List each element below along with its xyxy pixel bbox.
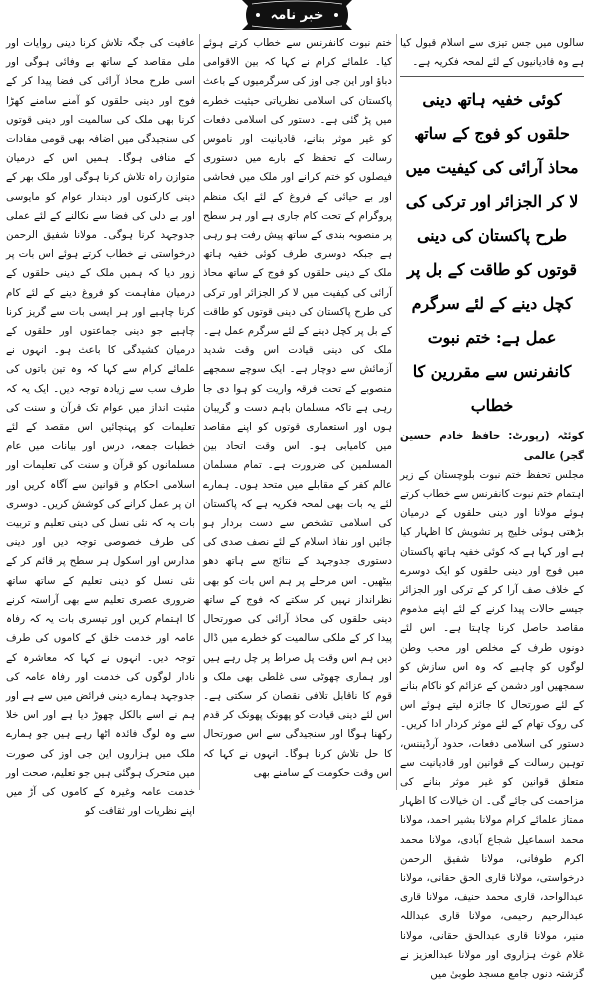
previous-article-ending: سالوں میں جس تیزی سے اسلام قبول کیا ہے وہ قادیانیوں کے لئے لمحہ فکریہ ہے۔ bbox=[400, 37, 584, 69]
section-divider bbox=[400, 76, 584, 77]
article-column-2 bbox=[203, 34, 392, 790]
column-divider bbox=[396, 34, 397, 790]
article-column-3 bbox=[6, 34, 195, 818]
article-body-text: عافیت کی جگہ تلاش کرنا دینی روایات اور ملی مقاصد کے ساتھ بے وفائی ہوگی اور اسی طرح محاذ آرائی کی فضا پیدا کر کے فوج اور دینی حلقوں کو آمنے سامنے کھڑا کرنا بھی ملک کی سالمیت اور دینی قوتوں کی سنجیدگی میں اضافہ بھی قومی مفادات کے منافی ہوگا۔ ہمیں اس کے درمیان متوازن راہ تلاش کرنا ہوگی اور ملک بھر کے دینی کارکنوں اور دیندار عوام کو مایوسی اور بے دلی کی فضا سے نکالنے کے لئے عملی جدوجہد کرنا ہوگی۔ مولانا شفیق الرحمن درخواستی نے خطاب کرتے ہوئے اس بات پر زور دیا کہ ہمیں ملک کے دینی حلقوں کے درمیان مفاہمت کو فروغ دینے کے لئے کام کرنا چاہیے اور ہر ایسی بات سے گریز کرنا چاہیے جو دینی جماعتوں اور حلقوں کے درمیان کشیدگی کا باعث ہو۔ انہوں نے علمائے کرام سے کہا کہ وہ تین باتوں کی طرف سب سے زیادہ توجہ دیں۔ ایک یہ کہ مثبت انداز میں عوام تک قرآن و سنت کی تعلیمات کو پہنچائیں اس مقصد کے لئے خطبات جمعہ، درس اور بیانات میں عام مسلمانوں کو قرآن و سنت کی تعلیمات اور اسلامی احکام و قوانین سے آگاہ کریں اور ان پر عمل کرانے کی کوشش کریں۔ دوسری بات یہ کہ نئی نسل کی دینی تعلیم و تربیت کی طرف خصوصی توجہ دیں اور دینی مدارس اور اسکول ہر سطح پر قائم کر کے نئی نسل کو دینی تعلیم کے ساتھ ساتھ ضروری عصری تعلیم سے بھی آراستہ کرنے کا اہتمام کریں اور تیسری بات یہ کہ رفاہ عامہ اور خدمت خلق کے کاموں کی طرف توجہ دیں۔ انہوں نے کہا کہ معاشرہ کے نادار لوگوں کی خدمت اور رفاہ عامہ کی جدوجہد ہمارے دینی فرائض میں سے ہے اور ہم نے اسے بالکل چھوڑ دیا ہے اور اس خلا سے وہ لوگ فائدہ اٹھا رہے ہیں جو ہمارے ملک میں ہزاروں این جی اوز کی صورت میں متحرک ہوگئی ہیں جو تعلیم، صحت اور خدمت عامہ وغیرہ کے کاموں کی آڑ میں اپنے نظریات اور ثقافت کو bbox=[6, 37, 195, 818]
article-body-text: مجلس تحفظ ختم نبوت بلوچستان کے زیر اہتمام ختم نبوت کانفرنس سے خطاب کرتے ہوئے مولانا اور دینی حلقوں کے درمیان بڑھتی ہوئی خلیج پر تشویش کا اظہار کیا ہے اور کہا ہے کہ کوئی خفیہ ہاتھ پاکستان میں فوج اور دینی حلقوں کو ایک دوسرے کے خلاف صف آرا کر کے ترکی اور الجزائر جیسے حالات پیدا کرنے کے لئے اپنے مذموم مقاصد حاصل کرنا چاہتا ہے۔ اس لئے دونوں طرف کے مخلص اور محب وطن لوگوں کو چاہیے کہ وہ اس سازش کو سمجھیں اور دشمن کے عزائم کو ناکام بنانے کے لئے صورتحال کا جائزہ لیتے ہوئے اس کی روک تھام کے لئے موثر کردار ادا کریں۔ دستور کی اسلامی دفعات، حدود آرڈیننس، توہین رسالت کے قوانین اور قادیانیت سے متعلق قوانین کو غیر موثر بنانے کی مزاحمت کی جائے گی۔ ان خیالات کا اظہار ممتاز علمائے کرام مولانا بشیر احمد، مولانا محمد اسماعیل شجاع آبادی، مولانا محمد اکرم طوفانی، مولانا شفیق الرحمن درخواستی، مولانا قاری الحق حقانی، مولانا عبدالواحد، قاری محمد حنیف، مولانا قاری عبدالرحیم رحیمی، مولانا قاری عبداللہ منیر، مولانا قاری عبدالحق حقانی، مولانا غلام غوث ہزاروی اور مولانا عبدالعزیز نے گزشتہ دنوں جامع مسجد طوبیٰ میں bbox=[400, 468, 584, 981]
article-column-1 bbox=[400, 34, 584, 981]
column-divider bbox=[199, 34, 200, 790]
masthead-title: خبر نامہ bbox=[270, 7, 324, 23]
article-headline: کوئی خفیہ ہاتھ دینی حلقوں کو فوج کے ساتھ محاذ آرائی کی کیفیت میں لا کر الجزائر اور ترکی کی طرح پاکستان کی دینی قوتوں کو طاقت کے بل پر کچل دینے کے لئے سرگرم عمل ہے: ختم نبوت کانفرنس سے مقررین کا خطاب bbox=[405, 90, 579, 416]
article-body-text: ختم نبوت کانفرنس سے خطاب کرتے ہوئے کیا۔ علمائے کرام نے کہا کہ بین الاقوامی دباؤ اور این جی اوز کی سرگرمیوں کے باعث پاکستان کی اسلامی نظریاتی حیثیت خطرے میں پڑ گئی ہے۔ دستور کی اسلامی دفعات کو غیر موثر بنانے، قادیانیت اور ناموس رسالت کے تحفظ کے بارے میں دستوری فیصلوں کو ختم کرانے اور ملک میں فحاشی اور بے حیائی کے فروغ کے لئے ایک منظم پروگرام کے تحت کام جاری ہے اور ہر سطح پر منصوبہ بندی کے ساتھ پیش رفت ہو رہی ہے جبکہ دوسری طرف کوئی خفیہ ہاتھ ملک کے دینی حلقوں کو فوج کے ساتھ محاذ آرائی کی کیفیت میں لا کر الجزائر اور ترکی کی طرح پاکستان کی دینی قوتوں کو طاقت کے بل پر کچل دینے کے لئے سرگرم عمل ہے۔ ملک کی دینی قیادت اس وقت شدید آزمائش سے دوچار ہے۔ ایک سوچے سمجھے منصوبے کے تحت فرقہ واریت کو ہوا دی جا رہی ہے تاکہ مسلمان باہم دست و گریبان ہوں اور استعماری قوتوں کو اپنے مقاصد میں کامیابی ہو۔ اس وقت اتحاد بین المسلمین کی ضرورت ہے۔ تمام مسلمان عالم کفر کے مقابلے میں متحد ہوں۔ ہمارے لئے یہ بات بھی لمحہ فکریہ ہے کہ پاکستان کی اسلامی تشخص سے دست بردار ہو جائیں اور نفاذ اسلام کے لئے نصف صدی کی دستوری جدوجہد کے نتائج سے ہاتھ دھو بیٹھیں۔ اس مرحلے پر ہم اس بات کو بھی نظرانداز نہیں کر سکتے کہ فوج کے ساتھ دینی حلقوں کی محاذ آرائی کی صورتحال پیدا کر کے ملکی سالمیت کو خطرے میں ڈال دیں ہم اس وقت پل صراط پر چل رہے ہیں اور ہماری چھوٹی سی غلطی بھی ملک و قوم کا ناقابل تلافی نقصان کر سکتی ہے۔ اس لئے دینی قیادت کو پھونک پھونک کر قدم رکھنا ہوگا اور سنجیدگی سے اس صورتحال کا حل تلاش کرنا ہوگا۔ انہوں نے کہا کہ اس وقت حکومت کے سامنے بھی bbox=[203, 37, 392, 779]
masthead-logo bbox=[238, 0, 356, 30]
article-byline: کوئٹہ (رپورٹ: حافظ خادم حسین گجر) عالمی bbox=[400, 430, 584, 462]
